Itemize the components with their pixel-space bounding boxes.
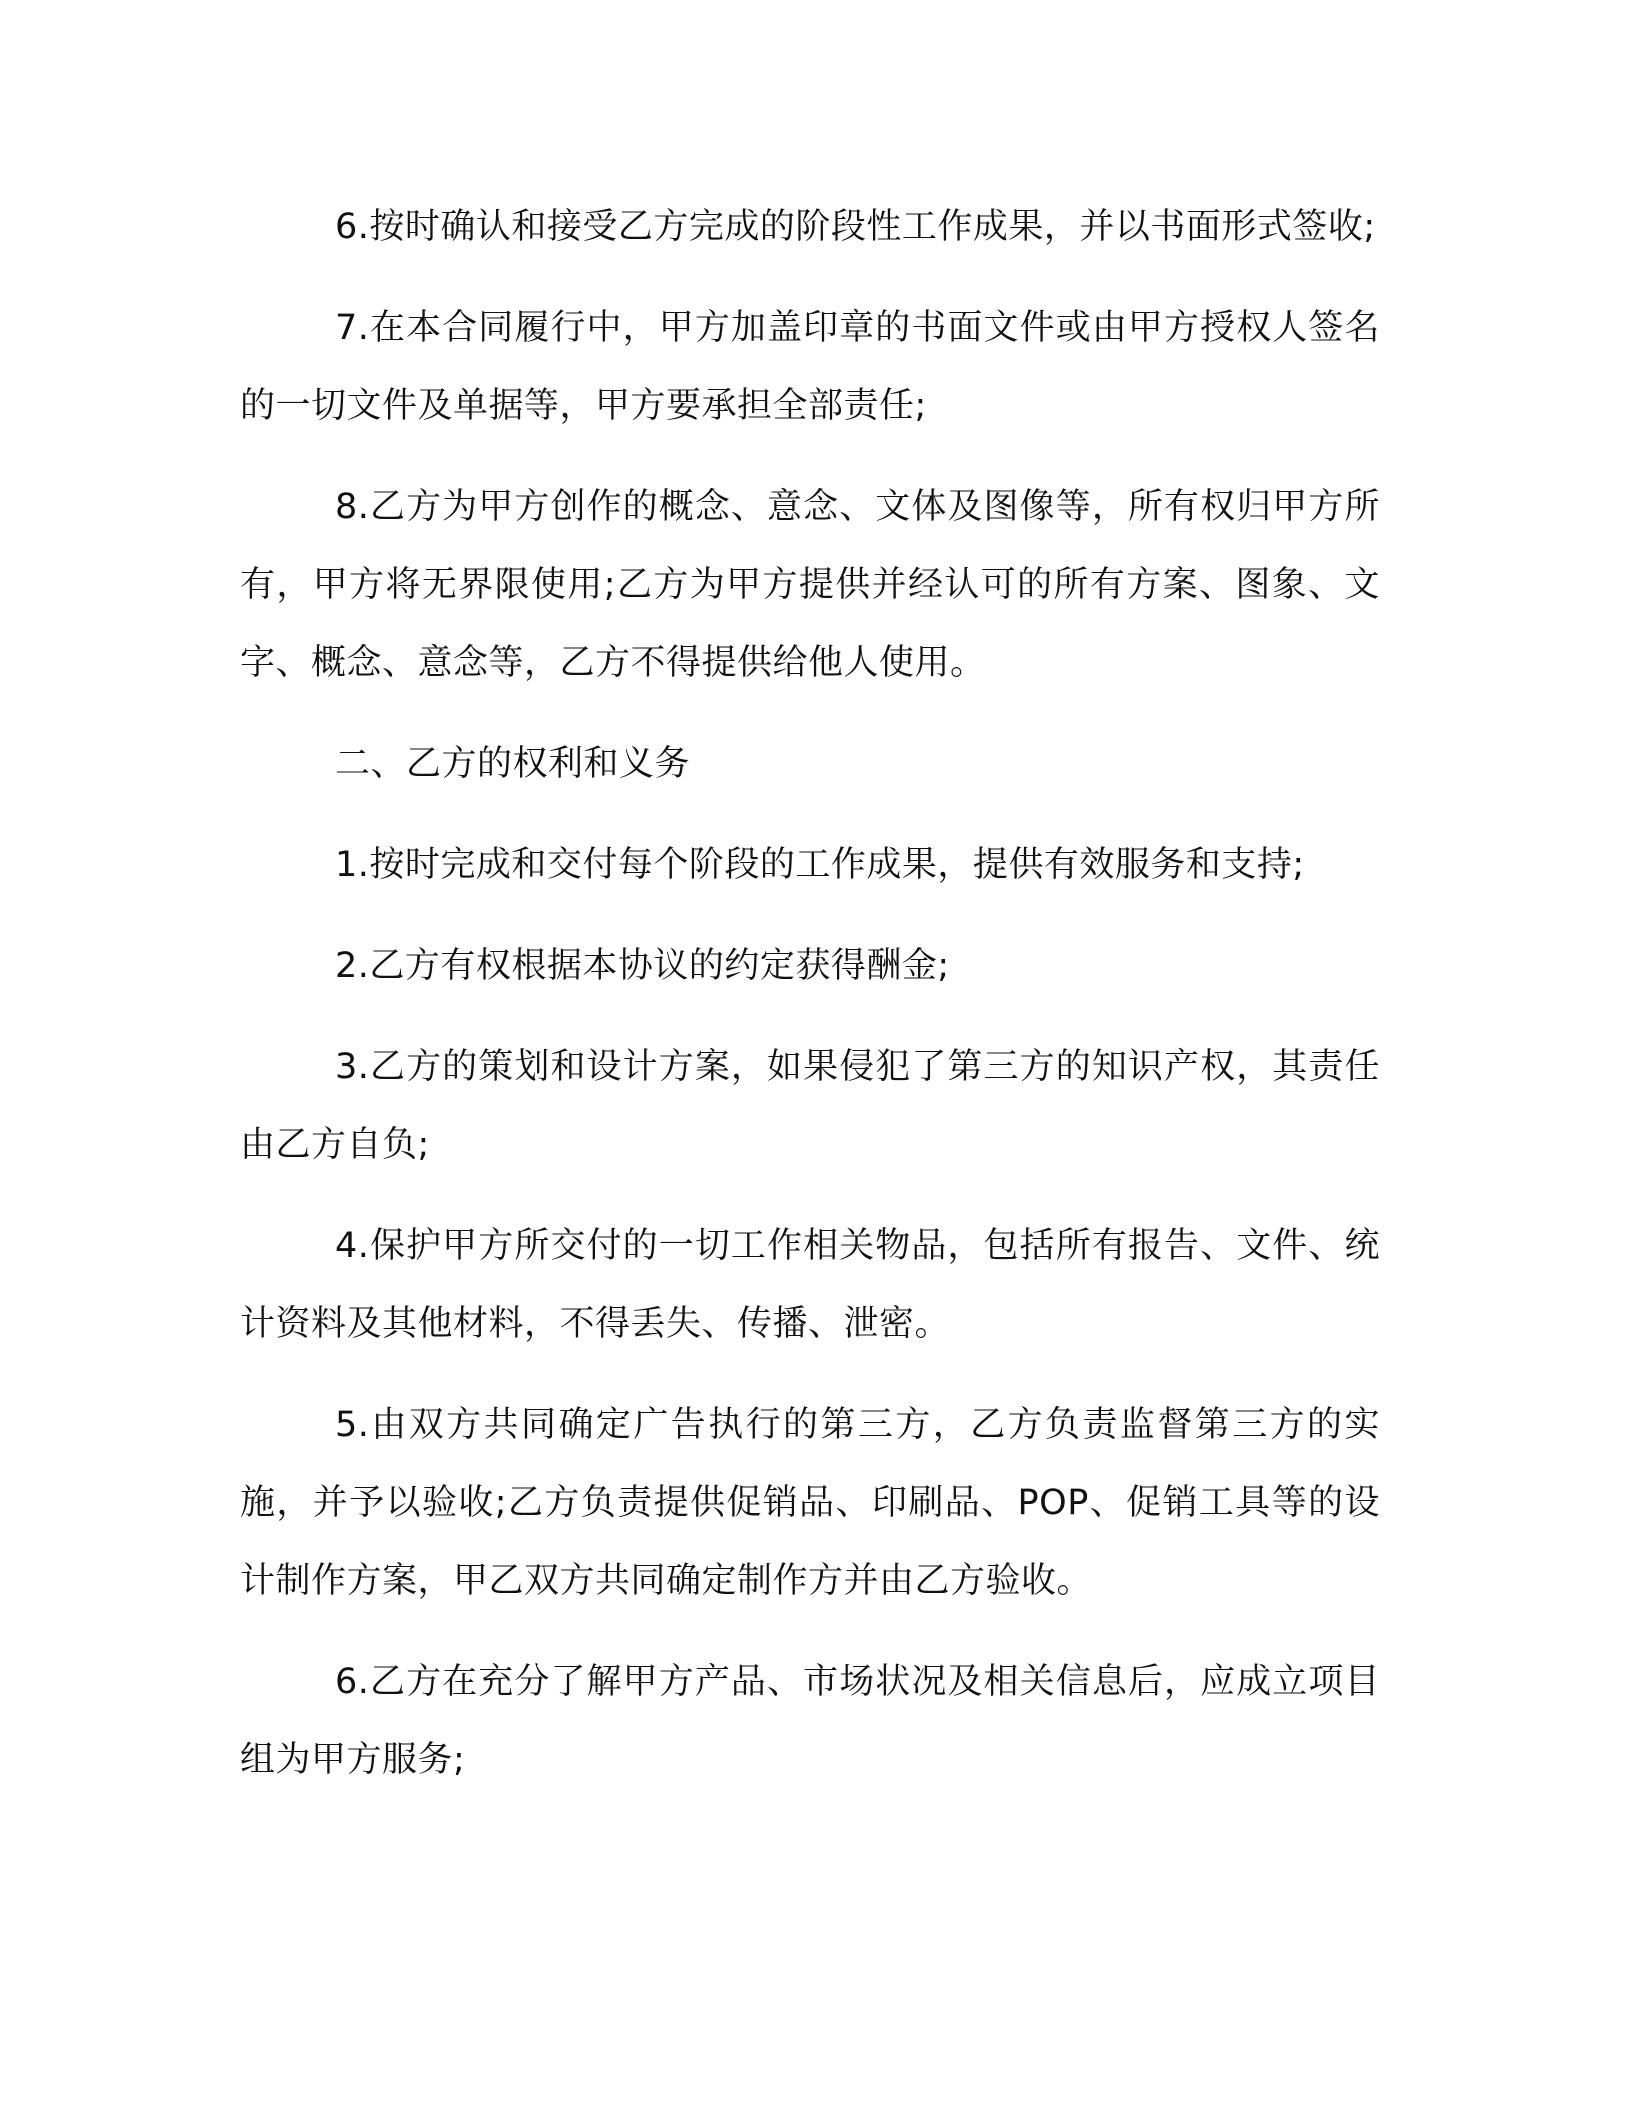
- clause-7-party-a: 7.在本合同履行中，甲方加盖印章的书面文件或由甲方授权人签名的一切文件及单据等，甲方要承担全部责任;: [240, 308, 1380, 426]
- clause-6-party-a: 6.按时确认和接受乙方完成的阶段性工作成果，并以书面形式签收;: [335, 207, 1376, 247]
- document-body: [240, 188, 1380, 1799]
- clause-2-party-b: 2.乙方有权根据本协议的约定获得酬金;: [335, 946, 950, 986]
- clause-5-party-b: 5.由双方共同确定广告执行的第三方，乙方负责监督第三方的实施，并予以验收;乙方负责提供促销品、印刷品、POP、促销工具等的设计制作方案，甲乙双方共同确定制作方并由乙方验收。: [240, 1405, 1380, 1601]
- clause-4-party-b: 4.保护甲方所交付的一切工作相关物品，包括所有报告、文件、统计资料及其他材料，不得丢失、传播、泄密。: [240, 1226, 1380, 1344]
- section-heading-party-b: 二、乙方的权利和义务: [335, 744, 691, 784]
- clause-6-party-b: 6.乙方在充分了解甲方产品、市场状况及相关信息后，应成立项目组为甲方服务;: [240, 1662, 1380, 1780]
- clause-8-party-a: 8.乙方为甲方创作的概念、意念、文体及图像等，所有权归甲方所有，甲方将无界限使用;乙方为甲方提供并经认可的所有方案、图象、文字、概念、意念等，乙方不得提供给他人使用。: [240, 487, 1380, 683]
- clause-3-party-b: 3.乙方的策划和设计方案，如果侵犯了第三方的知识产权，其责任由乙方自负;: [240, 1047, 1380, 1165]
- clause-1-party-b: 1.按时完成和交付每个阶段的工作成果，提供有效服务和支持;: [335, 845, 1305, 885]
